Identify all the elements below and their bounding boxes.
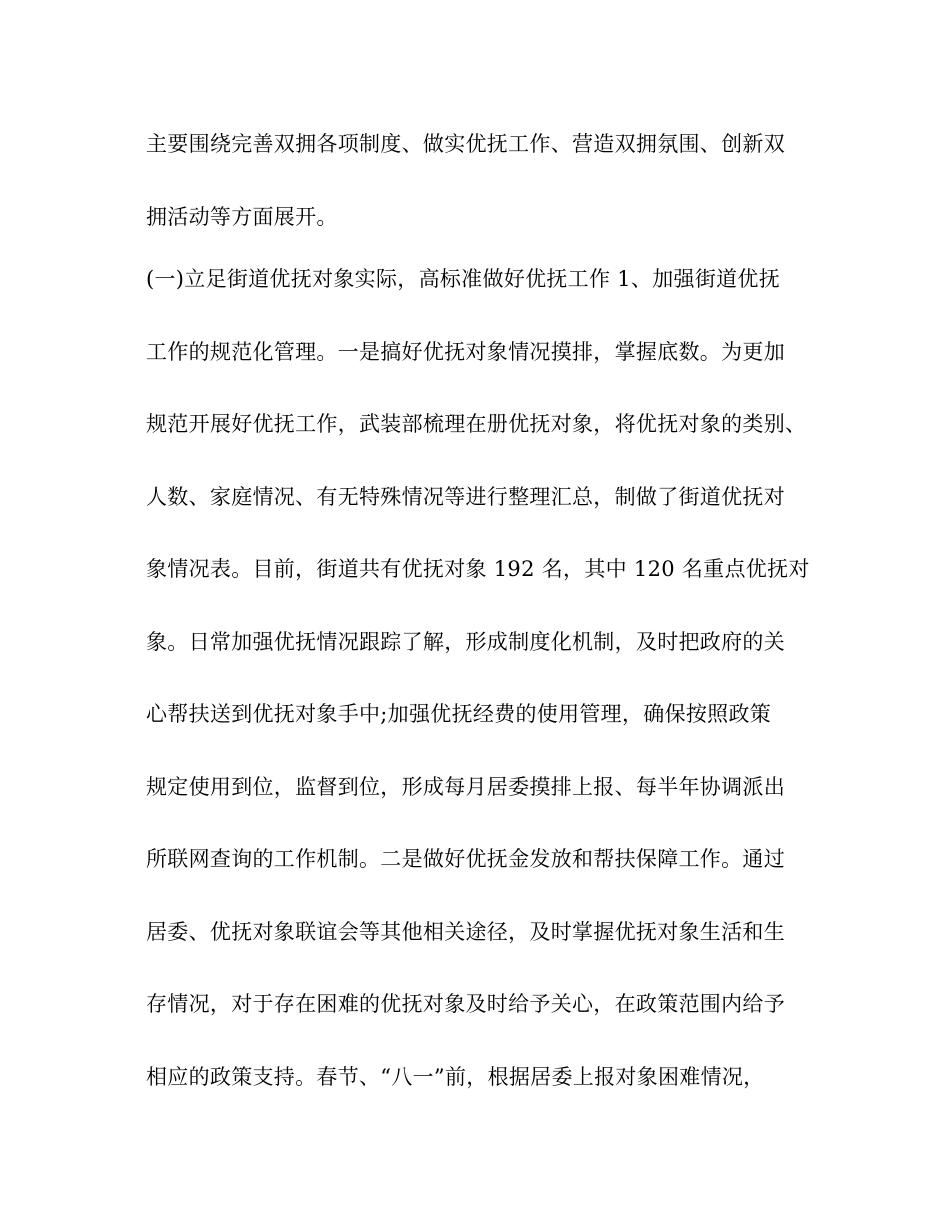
- text-line-2: 拥活动等方面展开。: [146, 205, 338, 229]
- text-line-13: 存情况，对于存在困难的优抚对象及时给予关心，在政策范围内给予: [146, 992, 785, 1016]
- text-line-5: 规范开展好优抚工作，武装部梳理在册优抚对象，将优抚对象的类别、: [146, 412, 807, 436]
- text-line-14: 相应的政策支持。春节、“八一”前，根据居委上报对象困难情况，: [146, 1065, 765, 1089]
- text-line-11: 所联网查询的工作机制。二是做好优抚金发放和帮扶保障工作。通过: [146, 847, 785, 871]
- text-line-9: 心帮扶送到优抚对象手中;加强优抚经费的使用管理，确保按照政策: [146, 702, 772, 726]
- text-line-6: 人数、家庭情况、有无特殊情况等进行整理汇总，制做了街道优抚对: [146, 485, 785, 509]
- text-line-7: 象情况表。目前，街道共有优抚对象 192 名，其中 120 名重点优抚对: [146, 557, 810, 581]
- text-line-10: 规定使用到位，监督到位，形成每月居委摸排上报、每半年协调派出: [146, 775, 785, 799]
- text-line-4: 工作的规范化管理。一是搞好优抚对象情况摸排，掌握底数。为更加: [146, 340, 785, 364]
- text-line-12: 居委、优抚对象联谊会等其他相关途径，及时掌握优抚对象生活和生: [146, 920, 785, 944]
- text-line-3: (一)立足街道优抚对象实际，高标准做好优抚工作 1、加强街道优抚: [146, 267, 781, 291]
- text-line-1: 主要围绕完善双拥各项制度、做实优抚工作、营造双拥氛围、创新双: [146, 132, 785, 156]
- text-line-8: 象。日常加强优抚情况跟踪了解，形成制度化机制，及时把政府的关: [146, 630, 785, 654]
